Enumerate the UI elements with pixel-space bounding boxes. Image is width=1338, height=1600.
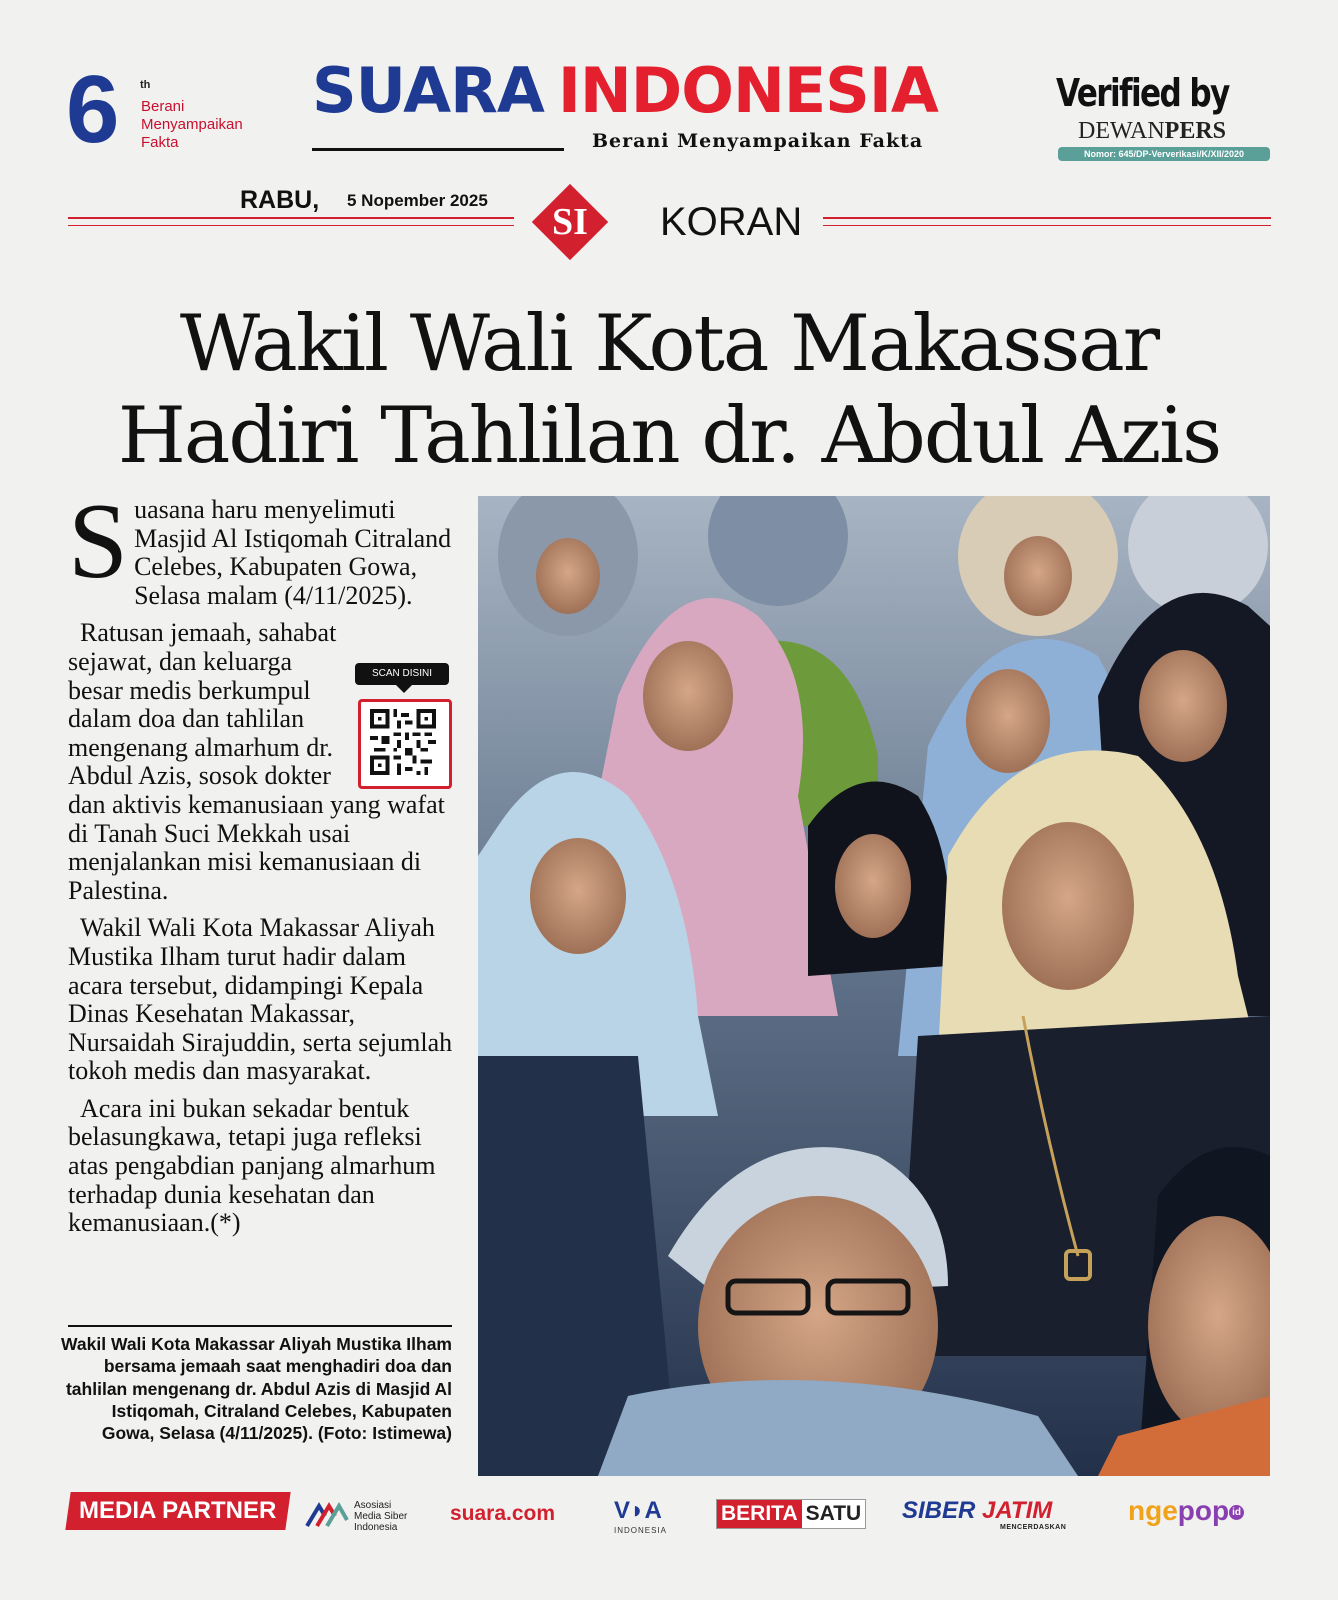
partner-amsi[interactable] bbox=[354, 1500, 407, 1533]
issue-day: RABU, bbox=[240, 186, 320, 214]
issue-date: 5 Nopember 2025 bbox=[347, 191, 488, 210]
beritasatu-part2: SATU bbox=[802, 1500, 866, 1528]
article-paragraph bbox=[68, 482, 453, 610]
amsi-line: Indonesia bbox=[354, 1522, 398, 1533]
drop-cap: S bbox=[68, 482, 129, 601]
ngepop-id-badge: id bbox=[1229, 1505, 1244, 1520]
masthead-rule-left bbox=[68, 217, 514, 226]
masthead-rule-right bbox=[823, 217, 1271, 226]
partner-ngepop[interactable] bbox=[1128, 1496, 1244, 1528]
brand-underline bbox=[312, 148, 564, 151]
section-name: KORAN bbox=[660, 200, 803, 244]
partner-siberjatim[interactable] bbox=[902, 1498, 1052, 1524]
anniversary-tagline bbox=[141, 98, 281, 152]
article-photo[interactable] bbox=[478, 496, 1270, 1476]
dewan-pers-logo bbox=[1078, 118, 1226, 144]
dewan-part2: PERS bbox=[1164, 118, 1227, 144]
ngepop-part1: nge bbox=[1128, 1495, 1178, 1526]
headline-line: Wakil Wali Kota Makassar bbox=[179, 299, 1159, 389]
dewan-part1: DEWAN bbox=[1078, 118, 1165, 144]
qr-code-icon[interactable] bbox=[369, 709, 437, 775]
anniversary-suffix: th bbox=[140, 79, 151, 91]
ngepop-part2: pop bbox=[1177, 1495, 1230, 1526]
article-body bbox=[68, 482, 453, 1247]
section-badge: SI bbox=[552, 201, 588, 243]
brand-logo[interactable] bbox=[312, 56, 1024, 126]
brand-tagline: Berani Menyampaikan Fakta bbox=[592, 130, 924, 152]
qr-pointer-icon bbox=[396, 685, 412, 693]
siberjatim-part2: JATIM bbox=[982, 1497, 1053, 1524]
paragraph-text: uasana haru menyelimuti Masjid Al Istiqomah Citraland Celebes, Kabupaten Gowa, Selasa malam (4/11/2025). bbox=[134, 495, 452, 610]
headline-line: Hadiri Tahlilan dr. Abdul Azis bbox=[117, 391, 1221, 481]
media-partner-label: MEDIA PARTNER bbox=[65, 1492, 290, 1530]
brand-part-indonesia: INDONESIA bbox=[557, 54, 938, 127]
anniversary-tagline-line: Berani bbox=[141, 98, 185, 115]
amsi-line: Asosiasi bbox=[354, 1500, 392, 1511]
brand-part-suara: SUARA bbox=[312, 54, 544, 127]
anniversary-logo: 6 th bbox=[66, 56, 151, 163]
article-paragraph: Wakil Wali Kota Makassar Aliyah Mustika Ilham turut hadir dalam acara tersebut, didampingi Kepala Dinas Kesehatan Makassar, Nursaidah Sirajuddin, serta sejumlah tokoh medis dan masyarakat. bbox=[68, 913, 453, 1086]
siberjatim-part1: SIBER bbox=[902, 1497, 976, 1524]
anniversary-tagline-line: Fakta bbox=[141, 134, 179, 151]
article-paragraph: Acara ini bukan sekadar bentuk belasungkawa, tetapi juga refleksi atas pengabdian panjang almarhum terhadap dunia kesehatan dan kemanusiaan.(*) bbox=[68, 1093, 436, 1238]
partner-voa-sub: INDONESIA bbox=[614, 1526, 668, 1535]
partner-siberjatim-sub: MENCERDASKAN bbox=[1000, 1524, 1067, 1531]
amsi-logo-icon[interactable] bbox=[305, 1500, 349, 1528]
photo-caption: Wakil Wali Kota Makassar Aliyah Mustika Ilham bersama jemaah saat menghadiri doa dan tahlilan mengenang dr. Abdul Azis di Masjid Al Istiqomah, Citraland Celebes, Kabupaten Gowa, Selasa (4/11/2025). (Foto: Istimewa) bbox=[61, 1334, 452, 1444]
partner-beritasatu[interactable] bbox=[716, 1499, 866, 1529]
verification-number: Nomor: 645/DP-Ververikasi/K/XII/2020 bbox=[1058, 147, 1270, 161]
beritasatu-part1: BERITA bbox=[717, 1500, 802, 1528]
partner-suara-com[interactable]: suara.com bbox=[450, 1502, 556, 1525]
partner-voa[interactable]: V◗A bbox=[614, 1497, 662, 1524]
amsi-line: Media Siber bbox=[354, 1511, 408, 1522]
qr-scan-label: SCAN DISINI bbox=[355, 663, 449, 685]
headline bbox=[60, 298, 1278, 482]
paragraph-text: Ratusan jemaah, sahabat sejawat, dan keluarga besar medis berkumpul dalam doa dan tahlilan mengenang almarhum dr. Abdul Azis, sosok dokter dan aktivis kemanusiaan yang wafat di Tanah Suci Mekkah usai menjalankan misi kemanusiaan di Palestina. bbox=[68, 618, 445, 905]
caption-rule bbox=[68, 1325, 452, 1327]
verified-label: Verified by bbox=[1056, 71, 1229, 115]
anniversary-tagline-line: Menyampaikan bbox=[141, 116, 243, 133]
